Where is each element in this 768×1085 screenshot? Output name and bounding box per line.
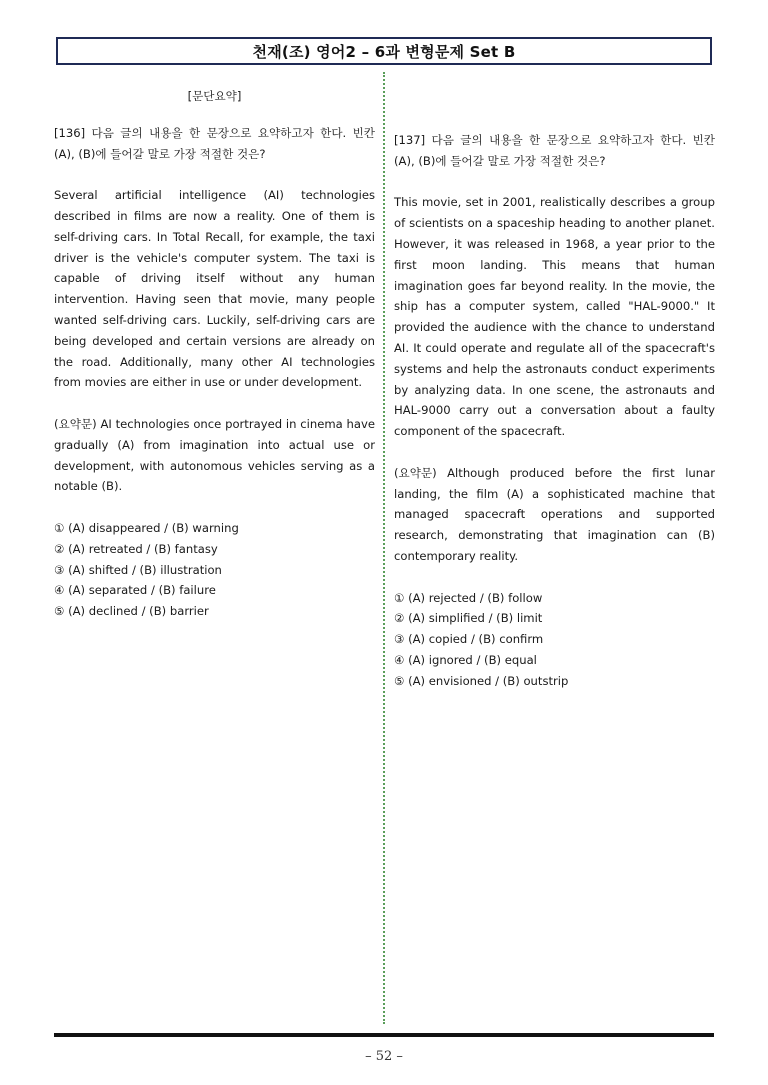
question-137-options [394, 588, 715, 692]
option-5[interactable]: ⑤ (A) declined / (B) barrier [54, 604, 209, 619]
column-divider [383, 72, 385, 1024]
page-header [56, 37, 712, 65]
option-4[interactable]: ④ (A) separated / (B) failure [54, 583, 216, 598]
section-label: [문단요약] [187, 89, 242, 103]
question-136-options [54, 518, 375, 622]
right-column [394, 130, 715, 692]
option-4[interactable]: ④ (A) ignored / (B) equal [394, 652, 537, 667]
page-title: 천재(조) 영어2 – 6과 변형문제 Set B [252, 42, 516, 61]
option-5[interactable]: ⑤ (A) envisioned / (B) outstrip [394, 673, 569, 688]
question-137-summary: (요약문) Although produced before the first lunar landing, the film (A) a sophisticated machine that managed spacecraft operations and supported research, demonstrating that imagination can (B) contemporary reality. [394, 465, 715, 563]
option-3[interactable]: ③ (A) shifted / (B) illustration [54, 562, 222, 577]
question-137-passage: This movie, set in 2001, realistically describes a group of scientists on a spaceship heading to another planet. However, it was released in 1968, a year prior to the first moon landing. This means that human imagination goes far beyond reality. In the movie, the ship has a computer system, called "HAL-9000." It provided the audience with the chance to understand AI. It could operate and regulate all of the spacecraft's systems and help the astronauts conduct experiments by analyzing data. In one scene, the astronauts and HAL-9000 carry out a conversation about a faulty component of the spacecraft. [394, 195, 715, 439]
option-1[interactable]: ① (A) disappeared / (B) warning [54, 520, 239, 535]
page-number: – 52 – [365, 1049, 403, 1064]
question-136-passage: Several artificial intelligence (AI) technologies described in films are now a reality. One of them is self-driving cars. In Total Recall, for example, the taxi driver is the vehicle's computer system. The taxi is capable of driving itself without any human intervention. Having seen that movie, many people wanted self-driving cars. Luckily, self-driving cars are being developed and certain versions are already on the road. Additionally, many other AI technologies from movies are either in use or under development. [54, 188, 375, 390]
option-2[interactable]: ② (A) retreated / (B) fantasy [54, 541, 218, 556]
question-136-summary: (요약문) AI technologies once portrayed in cinema have gradually (A) from imagination into actual use or development, with autonomous vehicles serving as a notable (B). [54, 416, 375, 494]
footer-rule [54, 1033, 714, 1037]
question-137-prompt: [137] 다음 글의 내용을 한 문장으로 요약하고자 한다. 빈칸 (A), (B)에 들어갈 말로 가장 적절한 것은? [394, 133, 715, 168]
option-3[interactable]: ③ (A) copied / (B) confirm [394, 632, 544, 647]
left-column [54, 86, 375, 622]
question-136-prompt: [136] 다음 글의 내용을 한 문장으로 요약하고자 한다. 빈칸 (A), (B)에 들어갈 말로 가장 적절한 것은? [54, 125, 375, 161]
option-1[interactable]: ① (A) rejected / (B) follow [394, 590, 543, 605]
option-2[interactable]: ② (A) simplified / (B) limit [394, 611, 543, 626]
